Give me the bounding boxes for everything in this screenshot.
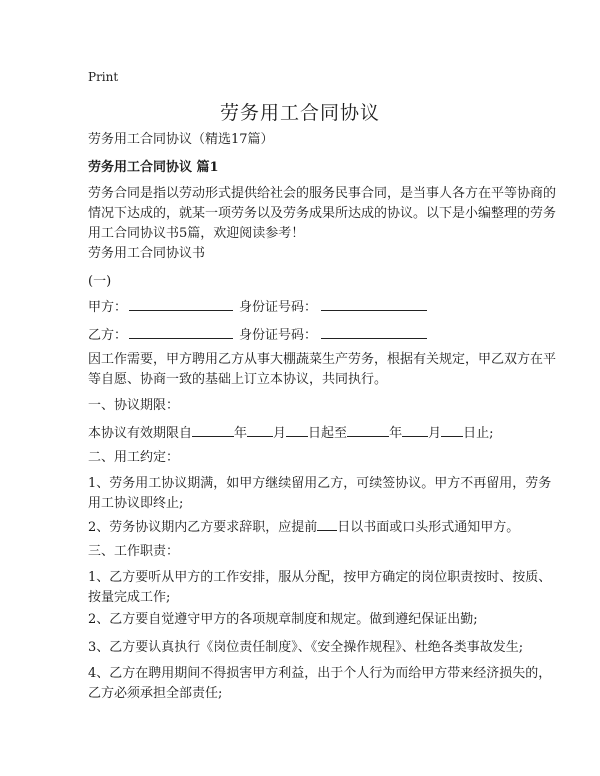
employment-item-1 [88,474,552,514]
document-subtitle: 劳务用工合同协议（精选17篇） [88,132,274,147]
document-title: 劳务用工合同协议 [219,102,380,124]
contract-number: (一) [88,274,112,289]
contract-name: 劳务用工合同协议书 [88,246,206,261]
start-year-blank [192,422,234,437]
preamble-paragraph [88,350,557,390]
party-a-id-blank [321,296,427,311]
summary-line: 用工合同协议书5篇，欢迎阅读参考！ [88,226,305,241]
print-link[interactable]: Print [88,70,119,84]
end-day-blank [441,422,463,437]
employment-heading: 二、用工约定： [88,450,180,465]
duties-item-1 [88,568,552,608]
duties-heading: 三、工作职责： [88,544,180,559]
summary-line: 情况下达成的，就某一项劳务以及劳务成果所达成的协议。以下是小编整理的劳务 [88,206,557,221]
party-b-id-blank [321,324,427,339]
employment-item-2 [88,516,518,538]
term-month-label: 月 [273,426,287,441]
term-day-from-label: 日起至 [308,426,348,441]
duties-item-1-line: 按量完成工作; [88,590,171,605]
party-a-row [88,296,427,318]
summary-paragraph [88,184,557,244]
end-year-blank [347,422,389,437]
party-b-row [88,324,427,346]
notice-days-blank [317,516,337,531]
end-month-blank [402,422,428,437]
party-a-name-blank [129,296,233,311]
employment-item-2-suffix: 日以书面或口头形式通知甲方。 [337,520,520,535]
duties-item-2: 2、乙方要自觉遵守甲方的各项规章制度和规定。做到遵纪保证出勤; [88,612,478,627]
term-month2-label: 月 [428,426,442,441]
employment-item-1-line: 1、劳务用工协议期满，如甲方继续留用乙方，可续签协议。甲方不再留用，劳务 [88,476,552,491]
term-clause [88,422,518,444]
party-b-id-label: 身份证号码： [239,328,318,343]
section-heading: 劳务用工合同协议 篇1 [88,160,219,175]
duties-item-3: 3、乙方要认真执行《岗位责任制度》、《安全操作规程》、杜绝各类事故发生; [88,640,524,655]
duties-item-4-line: 乙方必须承担全部责任; [88,686,223,701]
term-year2-label: 年 [389,426,403,441]
party-a-label: 甲方： [88,300,128,315]
preamble-line: 等自愿、协商一致的基础上订立本协议，共同执行。 [88,372,388,387]
employment-item-2-prefix: 2、劳务协议期内乙方要求辞职，应提前 [88,520,318,535]
duties-item-4 [88,664,552,704]
duties-item-1-line: 1、乙方要听从甲方的工作安排，服从分配，按甲方确定的岗位职责按时、按质、 [88,570,552,585]
term-year-label: 年 [234,426,248,441]
preamble-line: 因工作需要，甲方聘用乙方从事大棚蔬菜生产劳务，根据有关规定，甲乙双方在平 [88,352,557,367]
party-a-id-label: 身份证号码： [239,300,318,315]
term-prefix: 本协议有效期限自 [88,426,193,441]
summary-line: 劳务合同是指以劳动形式提供给社会的服务民事合同，是当事人各方在平等协商的 [88,186,557,201]
term-day-end-label: 日止; [463,426,494,441]
employment-item-1-line: 用工协议即终止; [88,496,184,511]
start-day-blank [286,422,308,437]
term-heading: 一、协议期限： [88,398,180,413]
start-month-blank [247,422,273,437]
party-b-name-blank [129,324,233,339]
duties-item-4-line: 4、乙方在聘用期间不得损害甲方利益，出于个人行为而给甲方带来经济损失的， [88,666,552,681]
party-b-label: 乙方： [88,328,128,343]
